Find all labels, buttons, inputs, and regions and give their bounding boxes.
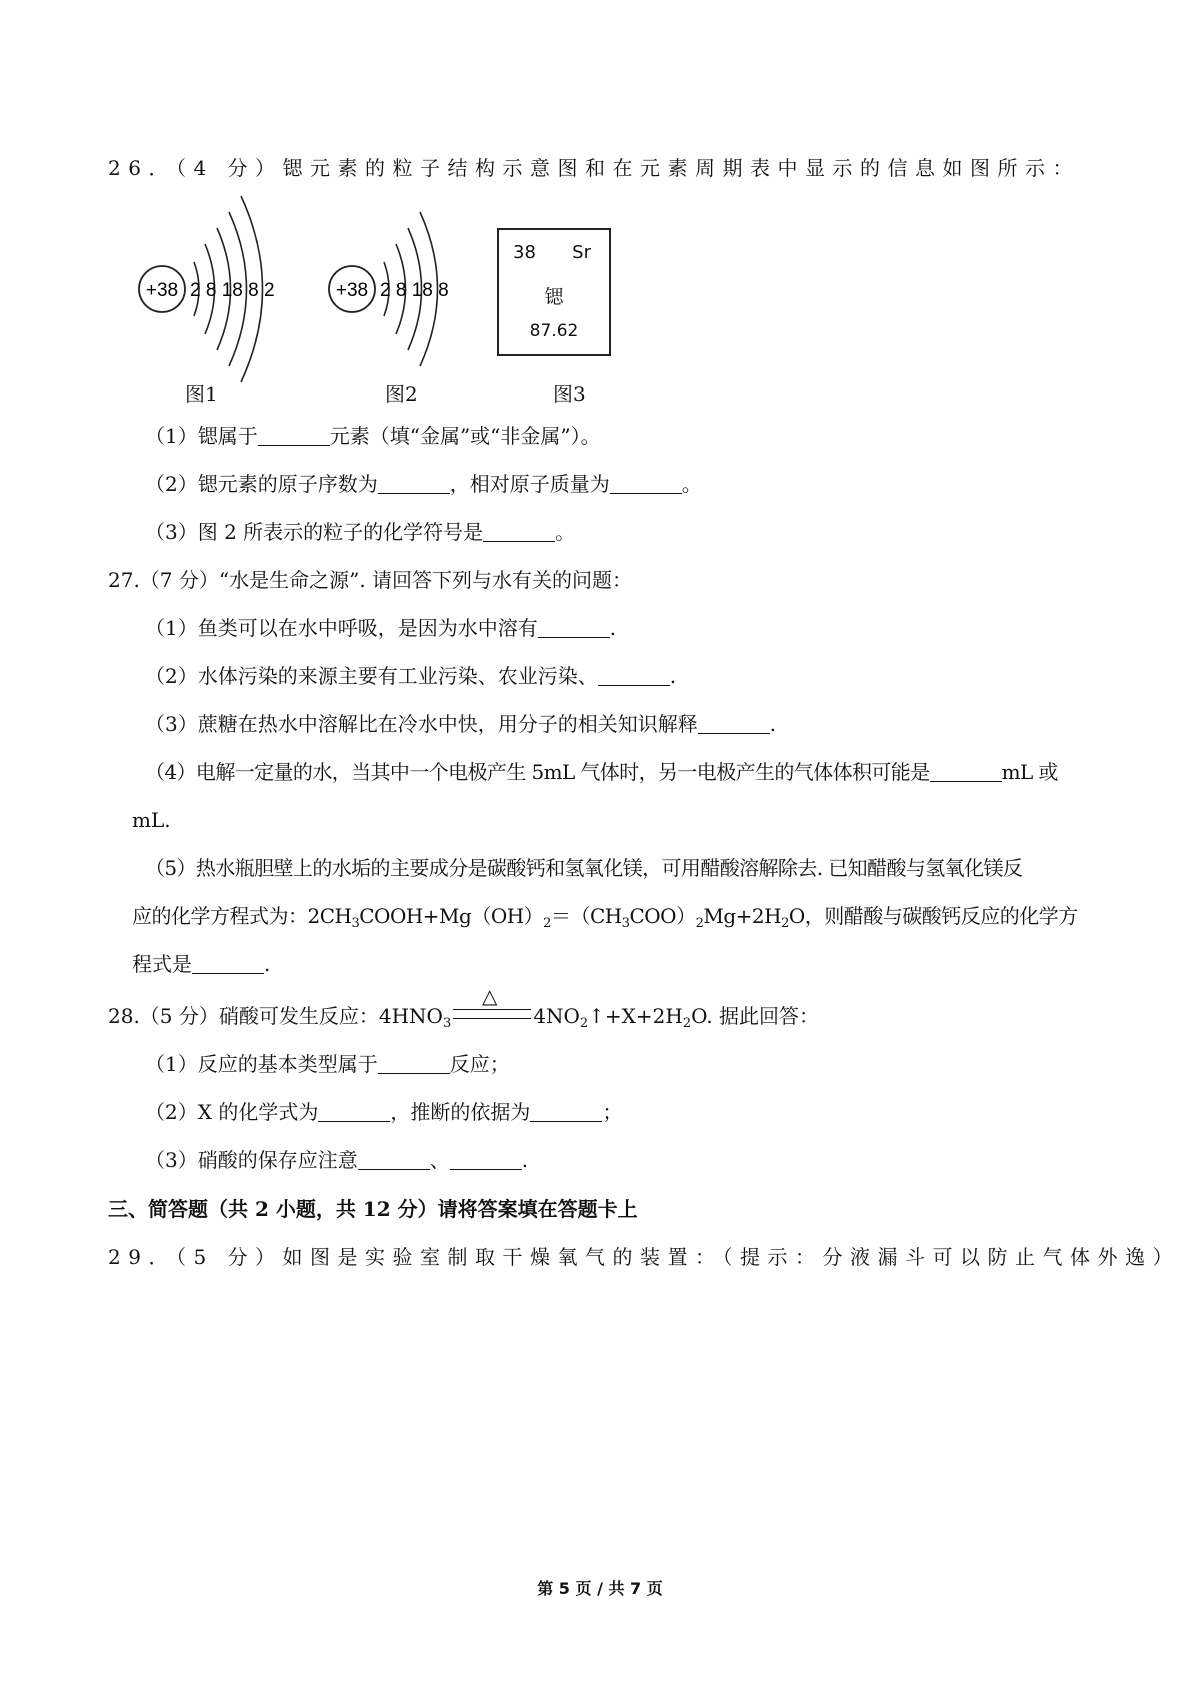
atomic-number: 38	[513, 242, 536, 263]
fig1-shell-electrons: 2 8 18 8 2	[190, 280, 275, 301]
answer-blank[interactable]	[610, 475, 682, 494]
answer-blank[interactable]	[378, 1055, 450, 1074]
q27-sub3: （3）蔗糖在热水中溶解比在冷水中快，用分子的相关知识解释 .	[145, 712, 777, 736]
q28-sub2: （2）X 的化学式为 ，推断的依据为 ；	[145, 1100, 623, 1124]
answer-blank[interactable]	[930, 763, 1002, 782]
q29-stem: 29．（5 分）如图是实验室制取干燥氧气的装置：（提示：分液漏斗可以防止气体外逸）	[108, 1245, 1181, 1269]
q28-sub3: （3）硝酸的保存应注意 、 .	[145, 1148, 529, 1172]
fig3-caption: 图3	[553, 382, 586, 406]
q26-sub1: （1）锶属于 元素（填“金属”或“非金属”）。	[145, 424, 601, 448]
fig1-nucleus-label: +38	[145, 280, 179, 301]
atom-structure-figures	[0, 0, 1200, 420]
q27-sub5-l1: （5）热水瓶胆壁上的水垢的主要成分是碳酸钙和氢氧化镁，可用醋酸溶解除去. 已知醋酸与氢氧化镁反	[145, 856, 1023, 880]
fig1-atom-diagram	[139, 196, 275, 382]
q26-sub2: （2）锶元素的原子序数为 ，相对原子质量为 。	[145, 472, 702, 496]
reaction-arrow	[453, 1009, 531, 1019]
answer-blank[interactable]	[358, 1151, 430, 1170]
q28-sub1: （1）反应的基本类型属于 反应；	[145, 1052, 510, 1076]
answer-blank[interactable]	[538, 619, 610, 638]
answer-blank[interactable]	[483, 523, 555, 542]
answer-blank[interactable]	[450, 1151, 522, 1170]
answer-blank[interactable]	[192, 955, 264, 974]
q27-stem: 27.（7 分）“水是生命之源”. 请回答下列与水有关的问题：	[108, 568, 633, 592]
fig2-caption: 图2	[385, 382, 418, 406]
element-symbol: Sr	[572, 242, 591, 263]
page-footer: 第 5 页 / 共 7 页	[537, 1579, 663, 1598]
q26-stem: 26．（4 分）锶元素的粒子结构示意图和在元素周期表中显示的信息如图所示：	[108, 156, 1081, 180]
answer-blank[interactable]	[318, 1103, 390, 1122]
q27-sub2: （2）水体污染的来源主要有工业污染、农业污染、 .	[145, 664, 677, 688]
answer-blank[interactable]	[258, 427, 330, 446]
answer-blank[interactable]	[598, 667, 670, 686]
q27-sub5-l3: 程式是 .	[132, 952, 271, 976]
q27-sub1: （1）鱼类可以在水中呼吸，是因为水中溶有 .	[145, 616, 617, 640]
fig2-nucleus-label: +38	[335, 280, 369, 301]
q27-sub4-cont: mL.	[132, 808, 171, 832]
section-heading: 三、简答题（共 2 小题，共 12 分）请将答案填在答题卡上	[108, 1197, 638, 1221]
answer-blank[interactable]	[698, 715, 770, 734]
element-name: 锶	[544, 286, 564, 308]
periodic-table-cell	[497, 228, 611, 356]
q28-stem: 28.（5 分）硝酸可发生反应：$4HNO_3$ $4NO_2↑+X+2H_2O$. 据此回答：	[108, 1004, 820, 1031]
q27-sub5-l2: 应的化学方程式为：$2CH_3COOH+Mg(OH)_2=(CH_3COO)_2Mg+2H_2O$，则醋酸与碳酸钙反应的化学方	[132, 904, 1078, 931]
q27-sub4: （4）电解一定量的水，当其中一个电极产生 5mL 气体时，另一电极产生的气体体积可能是 mL 或	[145, 760, 1058, 784]
heat-symbol: △	[482, 984, 498, 1008]
fig2-ion-diagram	[329, 212, 449, 366]
q26-sub3: （3）图 2 所表示的粒子的化学符号是 。	[145, 520, 576, 544]
fig2-shell-electrons: 2 8 18 8	[380, 280, 449, 301]
answer-blank[interactable]	[378, 475, 450, 494]
atomic-mass: 87.62	[529, 321, 579, 341]
answer-blank[interactable]	[530, 1103, 602, 1122]
fig1-caption: 图1	[185, 382, 218, 406]
